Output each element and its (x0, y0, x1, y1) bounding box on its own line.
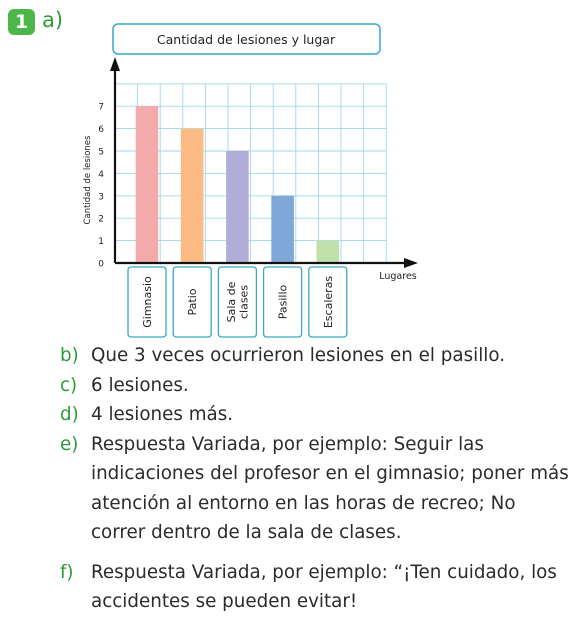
y-tick-label: 4 (98, 169, 104, 180)
category-label: clases (237, 284, 251, 320)
y-tick-label: 0 (98, 259, 104, 270)
answer-d (60, 400, 575, 430)
answer-letter: e) (60, 433, 79, 455)
bar-patio (181, 129, 204, 263)
y-tick-label: 1 (98, 237, 104, 248)
answer-letter: c) (60, 374, 78, 396)
bar-pasillo (271, 196, 294, 263)
answer-f (60, 558, 575, 617)
y-axis-label: Cantidad de lesiones (83, 135, 93, 225)
answer-text: 4 lesiones más. (91, 404, 234, 425)
category-label: Sala de (225, 281, 239, 323)
answer-letter: f) (60, 561, 74, 583)
answer-letter: b) (60, 345, 79, 366)
category-label: Patio (186, 288, 200, 316)
category-label: Pasillo (276, 284, 290, 320)
y-tick-label: 5 (98, 147, 104, 158)
exercise-number-badge: 1 (8, 9, 35, 35)
y-axis-arrow (110, 57, 120, 71)
category-label: Escaleras (321, 275, 335, 329)
category-labels (128, 267, 347, 337)
y-tick-label: 3 (98, 192, 104, 203)
answer-text: Respuesta Variada, por ejemplo: Seguir las indicaciones del profesor en el gimnasio; poner más atención al entorno en las horas de recreo; No correr dentro de la sala de clases. (91, 433, 569, 543)
answer-e (60, 430, 575, 548)
bar-sala-de-clases (226, 151, 249, 263)
answer-c (60, 371, 575, 401)
y-tick-label: 2 (98, 214, 104, 225)
answer-letter: d) (60, 404, 79, 425)
chart-bars (136, 106, 339, 263)
part-a-label: a) (42, 8, 64, 32)
y-tick-labels (98, 103, 104, 270)
answer-text: Que 3 veces ocurrieron lesiones en el pasillo. (91, 345, 506, 366)
answer-text: 6 lesiones. (91, 374, 189, 396)
answer-text: Respuesta Variada, por ejemplo: “¡Ten cuidado, los accidentes se pueden evitar! (91, 561, 557, 612)
bar-gimnasio (136, 106, 159, 263)
y-tick-label: 7 (98, 102, 104, 113)
x-axis-arrow (404, 258, 418, 268)
x-axis-label: Lugares (379, 271, 417, 282)
answers-list (60, 341, 575, 617)
chart-title: Cantidad de lesiones y lugar (156, 32, 336, 47)
answer-b (60, 341, 575, 371)
bar-escaleras (317, 241, 340, 263)
category-label: Gimnasio (141, 276, 154, 328)
y-tick-label: 6 (98, 125, 104, 136)
